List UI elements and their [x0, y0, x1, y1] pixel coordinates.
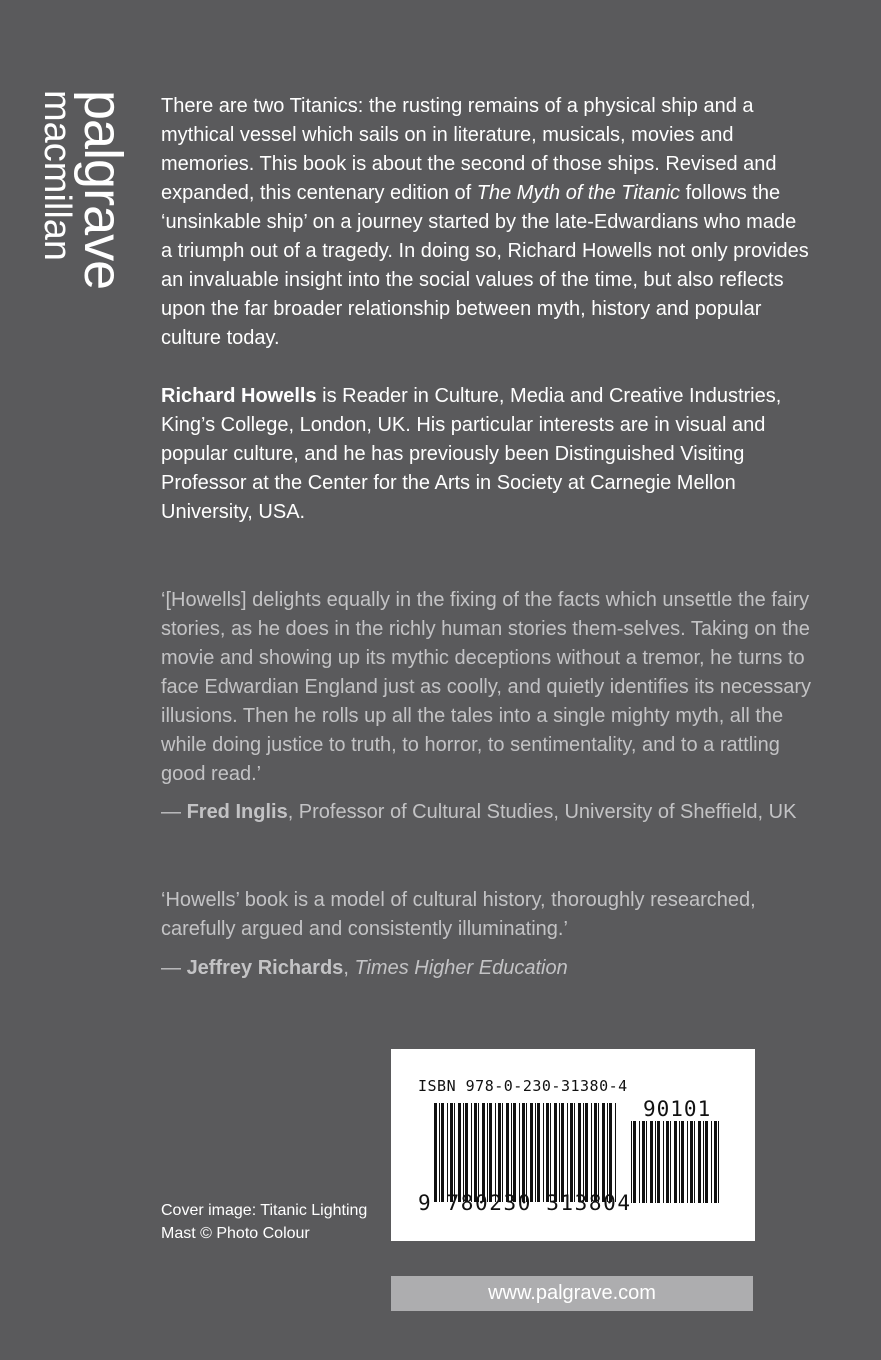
book-title: The Myth of the Titanic: [476, 182, 681, 204]
attribution-dash: —: [161, 957, 187, 979]
author-name: Richard Howells: [161, 385, 317, 407]
isbn-label: ISBN 978-0-230-31380-4: [418, 1077, 628, 1095]
reviewer-name: Jeffrey Richards: [186, 957, 344, 979]
cover-image-credit: Cover image: Titanic Lighting Mast © Photo Colour: [161, 1202, 368, 1242]
blurb-text-1: There are two Titanics: the rusting remains of a physical ship and a mythical vessel which sails on in literature, musicals, movies and memories. This book is about the second of those ships. Revised and expanded, this centenary edition of: [161, 95, 777, 204]
logo-macmillan: macmillan: [36, 90, 78, 262]
attribution-separator: ,: [343, 957, 355, 979]
reviewer-affiliation: , Professor of Cultural Studies, University of Sheffield, UK: [287, 801, 797, 823]
review-attribution-1: [161, 798, 811, 827]
review-attribution-2: [161, 954, 811, 983]
attribution-dash: —: [161, 801, 187, 823]
logo-palgrave: palgrave: [73, 90, 133, 290]
publication-name: Times Higher Education: [354, 957, 568, 979]
author-bio: [161, 382, 811, 527]
price-addon: 90101: [643, 1097, 712, 1121]
isbn-barcode: [391, 1049, 755, 1241]
review-quote-2: ‘Howells’ book is a model of cultural history, thoroughly researched, carefully argued and consistently illuminating.’: [161, 889, 756, 940]
bio-text: is Reader in Culture, Media and Creative Industries, King’s College, London, UK. His particular interests are in visual and popular culture, and he has previously been Distinguished Visiting Professor at the Center for the Arts in Society at Carnegie Mellon University, USA.: [161, 385, 782, 523]
ean-number: 9 780230 313804: [418, 1191, 632, 1215]
book-blurb: [161, 92, 811, 353]
publisher-website[interactable]: www.palgrave.com: [391, 1276, 753, 1311]
blurb-text-2: follows the ‘unsinkable ship’ on a journey started by the late-Edwardians who made a triumph out of a tragedy. In doing so, Richard Howells not only provides an invaluable insight into the social values of the time, but also reflects upon the far broader relationship between myth, history and popular culture today.: [161, 182, 809, 349]
publisher-logo: [30, 90, 133, 310]
review-quote-1: ‘[Howells] delights equally in the fixing of the facts which unsettle the fairy stories, as he does in the richly human stories them-selves. Taking on the movie and showing up its mythic deceptions without a tremor, he turns to face Edwardian England just as coolly, and quietly identifies its necessary illusions. Then he rolls up all the tales into a single mighty myth, all the while doing justice to truth, to horror, to sentimentality, and to a rattling good read.’: [161, 589, 811, 785]
reviewer-name: Fred Inglis: [186, 801, 288, 823]
